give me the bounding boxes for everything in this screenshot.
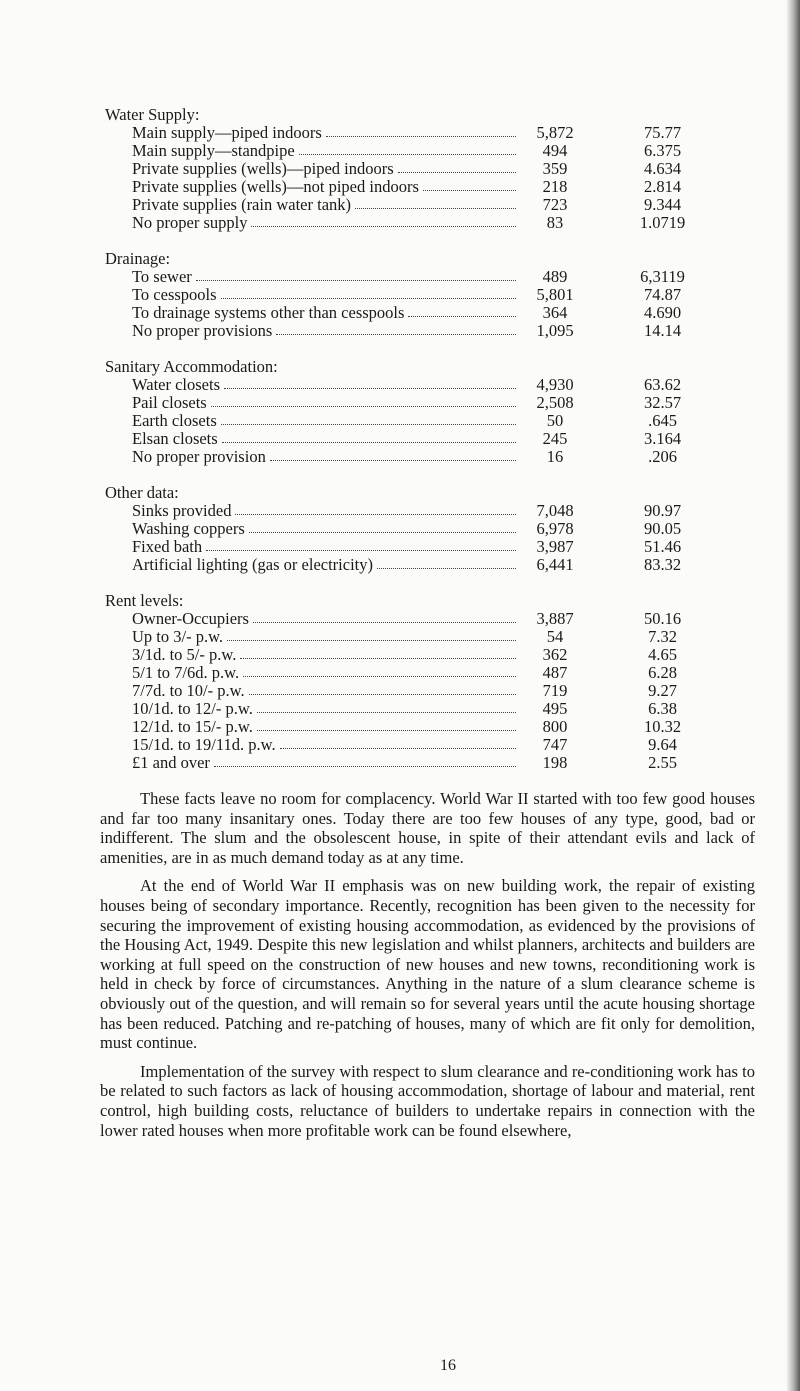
percentage: 6.38 <box>648 699 677 718</box>
dwelling-count: 16 <box>546 447 564 466</box>
table-row <box>100 736 755 753</box>
dwelling-count: 6,978 <box>536 519 574 538</box>
dwelling-count: 495 <box>542 699 568 718</box>
row-label: Water closets <box>132 375 221 394</box>
row-label: Private supplies (wells)—not piped indoors <box>132 177 419 196</box>
row-label: Washing coppers <box>132 519 245 538</box>
dot-leader <box>280 748 516 749</box>
percentage: 2.814 <box>643 177 682 196</box>
section-title: Rent levels: <box>105 591 184 610</box>
row-label: 15/1d. to 19/11d. p.w. <box>132 735 276 754</box>
table-row <box>100 430 755 447</box>
table-row <box>100 160 755 177</box>
dot-leader <box>249 532 516 533</box>
dwelling-count: 494 <box>542 141 568 160</box>
percentage: 90.05 <box>643 519 682 538</box>
dwelling-count: 719 <box>542 681 568 700</box>
dot-leader <box>377 568 516 569</box>
dwelling-count: 747 <box>542 735 568 754</box>
table-row <box>100 502 755 519</box>
row-label: No proper supply <box>132 213 248 232</box>
percentage: .206 <box>648 447 677 466</box>
percentage: 7.32 <box>648 627 677 646</box>
table-section <box>100 483 755 573</box>
percentage: 51.46 <box>643 537 682 556</box>
percentage: 4.65 <box>648 645 677 664</box>
table-row <box>100 610 755 627</box>
percentage: 3.164 <box>643 429 682 448</box>
dot-leader <box>221 424 516 425</box>
percentage: 9.64 <box>648 735 677 754</box>
paragraph: These facts leave no room for complacency. World War II started with too few good houses and far too many insanitary ones. Today there are too few houses of any type, good, bad or indifferent. The slum and the obsolescent house, in spite of their attendant evils and lack of amenities, are in as much demand today as at any time. <box>100 789 755 867</box>
row-label: No proper provision <box>132 447 266 466</box>
row-label: Main supply—standpipe <box>132 141 295 160</box>
dwelling-count: 54 <box>546 627 564 646</box>
row-label: Private supplies (rain water tank) <box>132 195 352 214</box>
section-title: Water Supply: <box>105 105 200 124</box>
row-label: Pail closets <box>132 393 207 412</box>
page-number: 16 <box>440 1357 456 1374</box>
row-label: To sewer <box>132 267 192 286</box>
paragraph: Implementation of the survey with respect to slum clearance and re-conditioning work has to be related to such factors as lack of housing accommodation, shortage of labour and material, rent control, high building costs, reluctance of builders to undertake repairs in connection with the lower rated houses when more profitable work can be found elsewhere, <box>100 1061 755 1140</box>
row-label: Elsan closets <box>132 429 218 448</box>
dot-leader <box>222 442 516 443</box>
scan-edge-shadow <box>786 0 800 1391</box>
dot-leader <box>235 514 516 515</box>
percentage: 4.690 <box>643 303 682 322</box>
dwelling-count: 7,048 <box>536 501 574 520</box>
dot-leader <box>214 766 516 767</box>
table-row <box>100 520 755 537</box>
percentage: 32.57 <box>643 393 682 412</box>
table-row <box>100 304 755 321</box>
percentage: 75.77 <box>643 123 682 142</box>
dwelling-count: 1,095 <box>536 321 574 340</box>
dot-leader <box>355 208 516 209</box>
dwelling-count: 3,987 <box>536 537 574 556</box>
table-row <box>100 700 755 717</box>
percentage: 2.55 <box>648 753 677 772</box>
row-label: Main supply—piped indoors <box>132 123 322 142</box>
table-row <box>100 538 755 555</box>
section-title: Other data: <box>105 483 179 502</box>
dwelling-count: 362 <box>542 645 568 664</box>
table-row <box>100 178 755 195</box>
row-label: No proper provisions <box>132 321 273 340</box>
percentage: 4.634 <box>643 159 682 178</box>
dwelling-count: 4,930 <box>536 375 574 394</box>
dwelling-count: 364 <box>542 303 568 322</box>
dwelling-count: 6,441 <box>536 555 574 574</box>
row-label: Sinks provided <box>132 501 232 520</box>
dot-leader <box>224 388 516 389</box>
dwelling-count: 800 <box>542 717 568 736</box>
percentage: 90.97 <box>643 501 682 520</box>
dot-leader <box>299 154 516 155</box>
percentage: 1.0719 <box>639 213 686 232</box>
percentage: 9.344 <box>643 195 682 214</box>
table-row <box>100 214 755 231</box>
row-label: Up to 3/- p.w. <box>132 627 224 646</box>
percentage: 14.14 <box>643 321 682 340</box>
housing-survey-tables <box>100 105 755 771</box>
dot-leader <box>249 694 516 695</box>
dot-leader <box>253 622 516 623</box>
dwelling-count: 359 <box>542 159 568 178</box>
row-label: £1 and over <box>132 753 210 772</box>
table-row <box>100 664 755 681</box>
dwelling-count: 245 <box>542 429 568 448</box>
table-row <box>100 196 755 213</box>
percentage: 83.32 <box>643 555 682 574</box>
table-row <box>100 646 755 663</box>
section-title: Drainage: <box>105 249 171 268</box>
row-label: 3/1d. to 5/- p.w. <box>132 645 237 664</box>
percentage: .645 <box>648 411 677 430</box>
row-label: Fixed bath <box>132 537 203 556</box>
section-title: Sanitary Accommodation: <box>105 357 278 376</box>
percentage: 6.28 <box>648 663 677 682</box>
dot-leader <box>196 280 516 281</box>
dot-leader <box>276 334 516 335</box>
row-label: Owner-Occupiers <box>132 609 249 628</box>
table-row <box>100 268 755 285</box>
percentage: 6,3119 <box>640 267 685 286</box>
dot-leader <box>221 298 516 299</box>
dot-leader <box>423 190 516 191</box>
table-row <box>100 448 755 465</box>
row-label: To cesspools <box>132 285 217 304</box>
dot-leader <box>257 730 516 731</box>
row-label: To drainage systems other than cesspools <box>132 303 405 322</box>
dwelling-count: 218 <box>542 177 568 196</box>
table-row <box>100 718 755 735</box>
dot-leader <box>326 136 516 137</box>
dwelling-count: 3,887 <box>536 609 574 628</box>
percentage: 50.16 <box>643 609 682 628</box>
dwelling-count: 83 <box>546 213 564 232</box>
row-label: Earth closets <box>132 411 217 430</box>
dot-leader <box>270 460 516 461</box>
table-row <box>100 754 755 771</box>
dot-leader <box>243 676 516 677</box>
table-row <box>100 376 755 393</box>
table-section <box>100 357 755 465</box>
dot-leader <box>240 658 516 659</box>
dwelling-count: 50 <box>546 411 564 430</box>
dwelling-count: 5,872 <box>536 123 574 142</box>
body-text <box>100 789 755 1140</box>
percentage: 63.62 <box>643 375 682 394</box>
row-label: 10/1d. to 12/- p.w. <box>132 699 253 718</box>
dwelling-count: 2,508 <box>536 393 574 412</box>
document-page <box>100 105 755 1149</box>
table-row <box>100 394 755 411</box>
table-row <box>100 682 755 699</box>
table-row <box>100 124 755 141</box>
dot-leader <box>257 712 516 713</box>
paragraph: At the end of World War II emphasis was on new building work, the repair of existing houses being of secondary importance. Recently, recognition has been given to the necessity for securing the improvement of existing housing accommodation, as evidenced by the provisions of the Housing Act, 1949. Despite this new legislation and whilst planners, architects and builders are working at full speed on the construction of new houses and new towns, reconditioning work is held in check by force of circumstances. Anything in the nature of a slum clearance scheme is obviously out of the question, and will remain so for several years until the acute housing shortage has been reduced. Patching and re-patching of houses, many of which are fit only for demolition, must continue. <box>100 876 755 1053</box>
table-row <box>100 286 755 303</box>
table-row <box>100 412 755 429</box>
dot-leader <box>211 406 516 407</box>
table-section <box>100 249 755 339</box>
dwelling-count: 487 <box>542 663 568 682</box>
row-label: 12/1d. to 15/- p.w. <box>132 717 253 736</box>
row-label: Artificial lighting (gas or electricity) <box>132 555 373 574</box>
dwelling-count: 198 <box>542 753 568 772</box>
dot-leader <box>206 550 516 551</box>
table-row <box>100 142 755 159</box>
row-label: 5/1 to 7/6d. p.w. <box>132 663 240 682</box>
table-row <box>100 556 755 573</box>
dot-leader <box>251 226 516 227</box>
dot-leader <box>398 172 516 173</box>
percentage: 6.375 <box>643 141 682 160</box>
dwelling-count: 5,801 <box>536 285 574 304</box>
percentage: 9.27 <box>648 681 677 700</box>
dwelling-count: 723 <box>542 195 568 214</box>
table-section <box>100 105 755 231</box>
dwelling-count: 489 <box>542 267 568 286</box>
row-label: Private supplies (wells)—piped indoors <box>132 159 394 178</box>
percentage: 74.87 <box>643 285 682 304</box>
dot-leader <box>408 316 516 317</box>
row-label: 7/7d. to 10/- p.w. <box>132 681 245 700</box>
percentage: 10.32 <box>643 717 682 736</box>
table-section <box>100 591 755 771</box>
table-row <box>100 628 755 645</box>
dot-leader <box>227 640 516 641</box>
table-row <box>100 322 755 339</box>
